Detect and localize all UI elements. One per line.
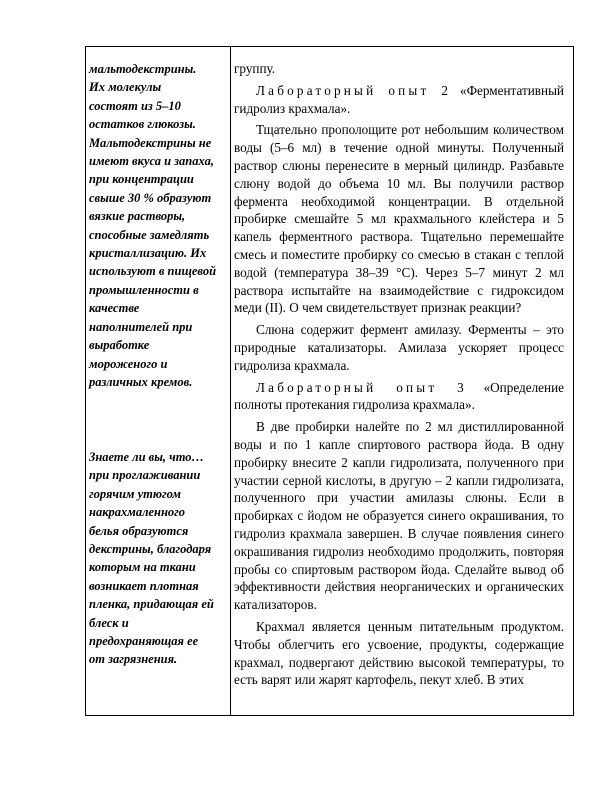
experiment-2-title: «Ферментативный гидролиз крахмала». bbox=[234, 82, 564, 116]
paragraph-experiment-3: В две пробирки налейте по 2 мл дистиллированной воды и по 1 капле спиртового раствора йода. В одну пробирку внесите 2 капли гидролизата, полученного при участии серной кислоты, в другую – 2 капли гидролизата, полученного при участии амилазы слюны. Если в пробирках с йодом не образуется синего окрашивания, то гидролиз крахмала завершен. В случае появления синего окрашивания гидролиз необходимо продолжить, повторяя пробы со спиртовым раствором йода. Сделайте вывод об эффективности действия неорганических и органических катализаторов. bbox=[234, 419, 564, 613]
experiment-3-heading bbox=[234, 379, 564, 415]
side-note-did-you-know: Знаете ли вы, что… при проглаживании горячим утюгом накрахмаленного белья образуются декстрины, благодаря которым на ткани возникает плотная пленка, придающая ей блеск и предохраняющая ее от загрязнения. bbox=[89, 450, 214, 667]
paragraph-experiment-2: Тщательно прополощите рот небольшим количеством воды (5–6 мл) в течение одной минуты. Полученный раствор слюны перенесите в мерный цилиндр. Разбавьте слюну водой до объема 10 мл. Вы получили раствор фермента необходимой концентрации. В отдельной пробирке смешайте 5 мл крахмального клейстера и 5 капель ферментного раствора. Тщательно перемешайте смесь и поместите пробирку со смесью в стакан с теплой водой (температура 38–39 °С). Через 5–7 минут 2 мл раствора испытайте на взаимодействие с гидроксидом меди (II). О чем свидетельствует признак реакции? bbox=[234, 122, 564, 316]
paragraph-starch: Крахмал является ценным питательным продуктом. Чтобы облегчить его усвоение, продукты, содержащие крахмал, подвергают действию высокой температуры, то есть варят или жарят картофель, пекут хлеб. В этих bbox=[234, 618, 564, 688]
experiment-3-label: Лабораторный опыт 3 bbox=[256, 379, 467, 395]
paragraph-intro: группу. bbox=[234, 61, 276, 76]
main-text bbox=[234, 60, 564, 689]
experiment-2-label: Лабораторный опыт 2 bbox=[256, 82, 452, 98]
side-note-maltodextrins: мальтодекстрины. Их молекулы состоят из 5–10 остатков глюкозы. Мальтодекстрины не имеют вкуса и запаха, при концентрации свыше 30 % образуют вязкие растворы, способные замедлять кристаллизацию. Их используют в пищевой промышленности в качестве наполнителей при выработке мороженого и различных кремов. bbox=[89, 62, 217, 389]
experiment-3-title: «Определение полноты протекания гидролиза крахмала». bbox=[234, 379, 564, 413]
experiment-2-heading bbox=[234, 82, 564, 118]
paragraph-amylase: Слюна содержит фермент амилазу. Ферменты – это природные катализаторы. Амилаза ускоряет процесс гидролиза крахмала. bbox=[234, 322, 564, 373]
